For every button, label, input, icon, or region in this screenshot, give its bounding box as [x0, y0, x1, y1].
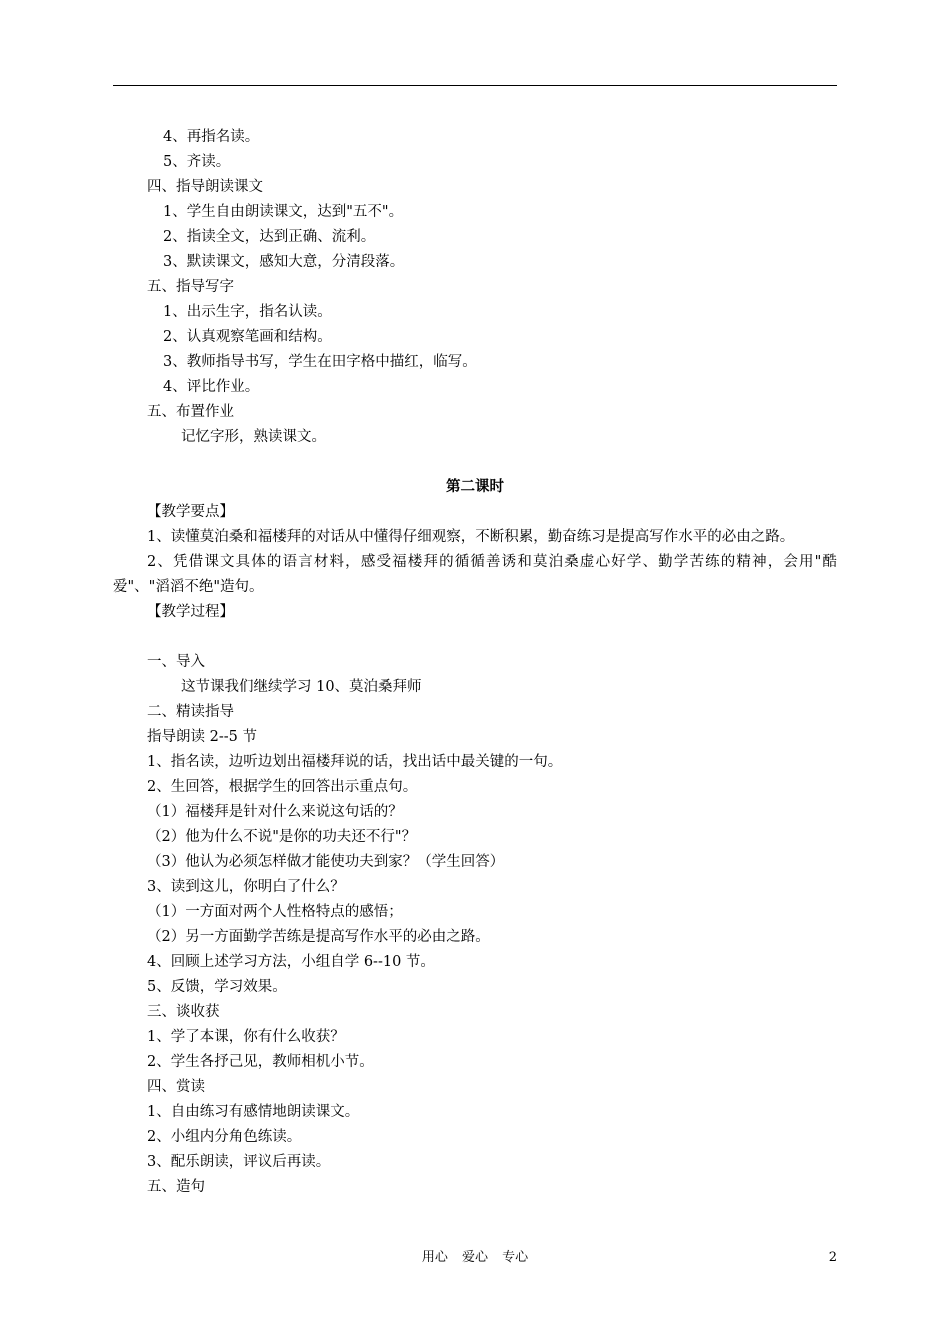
list-item: 5、齐读。: [163, 154, 231, 170]
list-item: 1、指名读，边听边划出福楼拜说的话，找出话中最关键的一句。: [147, 754, 563, 770]
spacer: [113, 625, 837, 650]
list-item: 3、读到这儿，你明白了什么？: [147, 879, 345, 895]
list-item: （3）他认为必须怎样做才能使功夫到家？（学生回答）: [147, 854, 505, 870]
list-item: （1）福楼拜是针对什么来说这句话的？: [147, 804, 403, 820]
section-heading: 五、指导写字: [147, 279, 234, 295]
list-item: 2、学生各抒己见，教师相机小节。: [147, 1054, 374, 1070]
list-item: （2）另一方面勤学苦练是提高写作水平的必由之路。: [147, 929, 490, 945]
page-footer: [0, 1248, 950, 1268]
section-heading: 三、谈收获: [147, 1004, 220, 1020]
section-heading: 五、造句: [147, 1179, 205, 1195]
spacer: [113, 450, 837, 475]
header-rule: [113, 85, 837, 86]
document-body: [113, 125, 837, 1200]
lesson-title: 第二课时: [446, 479, 504, 495]
key-point-1: 1、读懂莫泊桑和福楼拜的对话从中懂得仔细观察，不断积累，勤奋练习是提高写作水平的必由之路。: [147, 529, 795, 545]
page-number: 2: [828, 1250, 837, 1265]
list-item: 2、指读全文，达到正确、流利。: [163, 229, 376, 245]
list-item: （2）他为什么不说"是你的功夫还不行"？: [147, 829, 417, 845]
section-heading: 四、指导朗读课文: [147, 179, 263, 195]
list-item: 4、回顾上述学习方法，小组自学 6--10 节。: [147, 954, 435, 970]
section-heading: 一、导入: [147, 654, 205, 670]
list-item: （1）一方面对两个人性格特点的感悟；: [147, 904, 403, 920]
list-item: 1、出示生字，指名认读。: [163, 304, 332, 320]
list-item: 1、自由练习有感情地朗读课文。: [147, 1104, 360, 1120]
list-item: 2、小组内分角色练读。: [147, 1129, 302, 1145]
list-item: 记忆字形，熟读课文。: [181, 429, 326, 445]
process-label: 【教学过程】: [147, 604, 234, 620]
key-points-label: 【教学要点】: [147, 504, 234, 520]
list-item: 4、再指名读。: [163, 129, 260, 145]
footer-text: 用心 爱心 专心: [421, 1250, 529, 1265]
list-item: 5、反馈，学习效果。: [147, 979, 287, 995]
section-heading: 四、赏读: [147, 1079, 205, 1095]
list-item: 3、配乐朗读，评议后再读。: [147, 1154, 331, 1170]
list-item: 3、教师指导书写，学生在田字格中描红，临写。: [163, 354, 477, 370]
list-item: 指导朗读 2--5 节: [147, 729, 257, 745]
list-item: 3、默读课文，感知大意，分清段落。: [163, 254, 405, 270]
list-item: 这节课我们继续学习 10、莫泊桑拜师: [181, 679, 422, 695]
list-item: 2、认真观察笔画和结构。: [163, 329, 332, 345]
list-item: 1、学了本课，你有什么收获？: [147, 1029, 345, 1045]
list-item: 4、评比作业。: [163, 379, 260, 395]
list-item: 1、学生自由朗读课文，达到"五不"。: [163, 204, 404, 220]
section-heading: 二、精读指导: [147, 704, 234, 720]
key-point-2: 2、凭借课文具体的语言材料，感受福楼拜的循循善诱和莫泊桑虚心好学、勤学苦练的精神，会用"酷爱"、"滔滔不绝"造句。: [113, 554, 837, 595]
list-item: 2、生回答，根据学生的回答出示重点句。: [147, 779, 418, 795]
section-heading: 五、布置作业: [147, 404, 234, 420]
